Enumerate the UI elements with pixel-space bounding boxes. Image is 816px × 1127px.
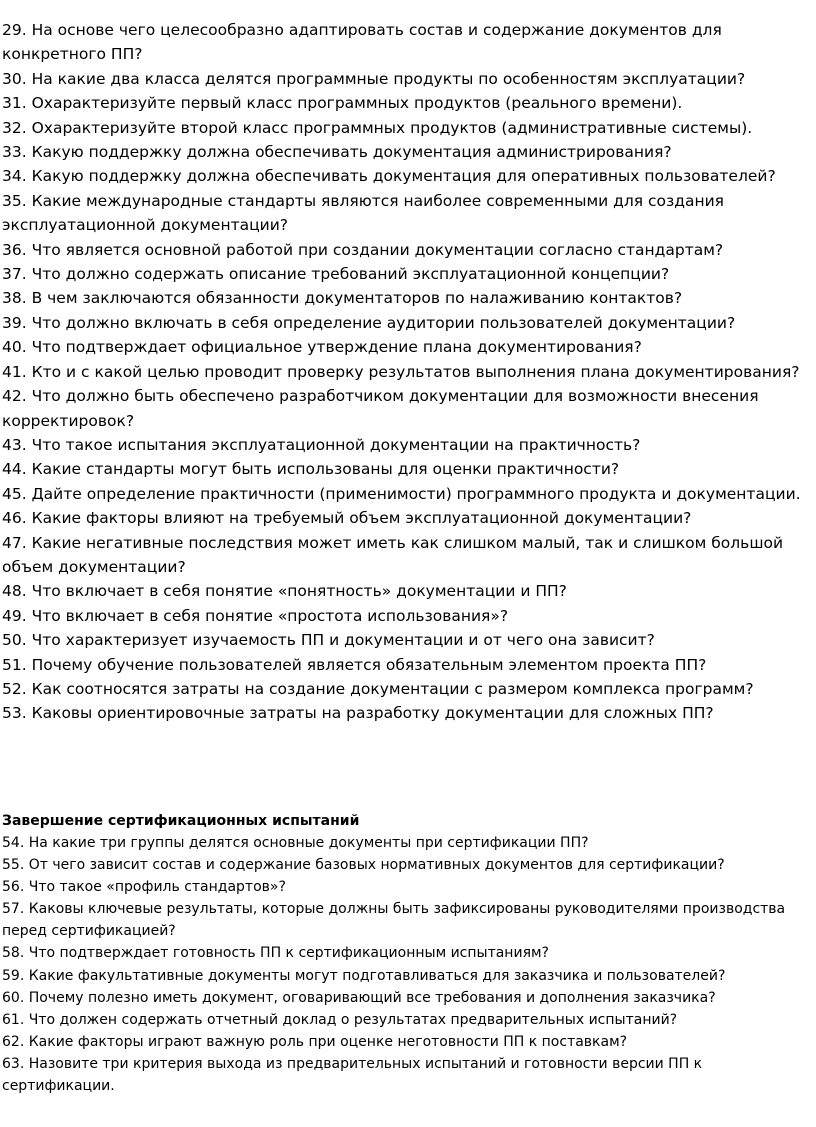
question-51: 51. Почему обучение пользователей является обязательным элементом проекта ПП?: [2, 655, 707, 674]
question-42: 42. Что должно быть обеспечено разработчиком документации для возможности внесения корректировок?: [2, 387, 759, 430]
question-53: 53. Каковы ориентировочные затраты на разработку документации для сложных ПП?: [2, 704, 714, 723]
questions-list-1: [2, 18, 814, 726]
question-60: 60. Почему полезно иметь документ, оговаривающий все требования и дополнения заказчика?: [2, 989, 716, 1006]
question-44: 44. Какие стандарты могут быть использованы для оценки практичности?: [2, 460, 620, 479]
question-38: 38. В чем заключаются обязанности документаторов по налаживанию контактов?: [2, 289, 683, 308]
question-56: 56. Что такое «профиль стандартов»?: [2, 879, 286, 896]
question-61: 61. Что должен содержать отчетный доклад о результатах предварительных испытаний?: [2, 1011, 678, 1028]
question-50: 50. Что характеризует изучаемость ПП и документации и от чего она зависит?: [2, 631, 655, 650]
question-30: 30. На какие два класса делятся программные продукты по особенностям эксплуатации?: [2, 69, 746, 88]
question-63: 63. Назовите три критерия выхода из предварительных испытаний и готовности версии ПП к сертификации.: [2, 1055, 703, 1095]
section-heading: Завершение сертификационных испытаний: [2, 813, 360, 829]
question-33: 33. Какую поддержку должна обеспечивать документация администрирования?: [2, 143, 672, 162]
question-46: 46. Какие факторы влияют на требуемый объем эксплуатационной документации?: [2, 509, 692, 528]
question-48: 48. Что включает в себя понятие «понятность» документации и ПП?: [2, 582, 567, 601]
question-45: 45. Дайте определение практичности (применимости) программного продукта и документации.: [2, 484, 801, 503]
question-32: 32. Охарактеризуйте второй класс программных продуктов (административные системы).: [2, 118, 753, 137]
question-39: 39. Что должно включать в себя определение аудитории пользователей документации?: [2, 313, 736, 332]
question-43: 43. Что такое испытания эксплуатационной документации на практичность?: [2, 435, 641, 454]
question-59: 59. Какие факультативные документы могут подготавливаться для заказчика и пользователей?: [2, 967, 726, 984]
question-35: 35. Какие международные стандарты являются наиболее современными для создания эксплуатационной документации?: [2, 191, 725, 235]
questions-list-2: [2, 832, 814, 1097]
question-55: 55. От чего зависит состав и содержание базовых нормативных документов для сертификации?: [2, 857, 725, 874]
question-58: 58. Что подтверждает готовность ПП к сертификационным испытаниям?: [2, 945, 549, 962]
question-41: 41. Кто и с какой целью проводит проверку результатов выполнения плана документирования?: [2, 362, 800, 381]
question-57: 57. Каковы ключевые результаты, которые должны быть зафиксированы руководителями производства перед сертификацией?: [2, 901, 786, 940]
question-62: 62. Какие факторы играют важную роль при оценке неготовности ПП к поставкам?: [2, 1033, 628, 1050]
question-34: 34. Какую поддержку должна обеспечивать документация для оперативных пользователей?: [2, 167, 776, 186]
question-31: 31. Охарактеризуйте первый класс программных продуктов (реального времени).: [2, 94, 683, 113]
question-54: 54. На какие три группы делятся основные документы при сертификации ПП?: [2, 835, 589, 851]
question-40: 40. Что подтверждает официальное утверждение плана документирования?: [2, 338, 642, 357]
question-36: 36. Что является основной работой при создании документации согласно стандартам?: [2, 240, 724, 259]
question-47: 47. Какие негативные последствия может иметь как слишком малый, так и слишком большой объем документации?: [2, 533, 784, 576]
question-49: 49. Что включает в себя понятие «простота использования»?: [2, 606, 509, 625]
question-52: 52. Как соотносятся затраты на создание документации с размером комплекса программ?: [2, 679, 754, 698]
question-29: 29. На основе чего целесообразно адаптировать состав и содержание документов для конкретного ПП?: [2, 21, 722, 64]
question-37: 37. Что должно содержать описание требований эксплуатационной концепции?: [2, 265, 670, 284]
